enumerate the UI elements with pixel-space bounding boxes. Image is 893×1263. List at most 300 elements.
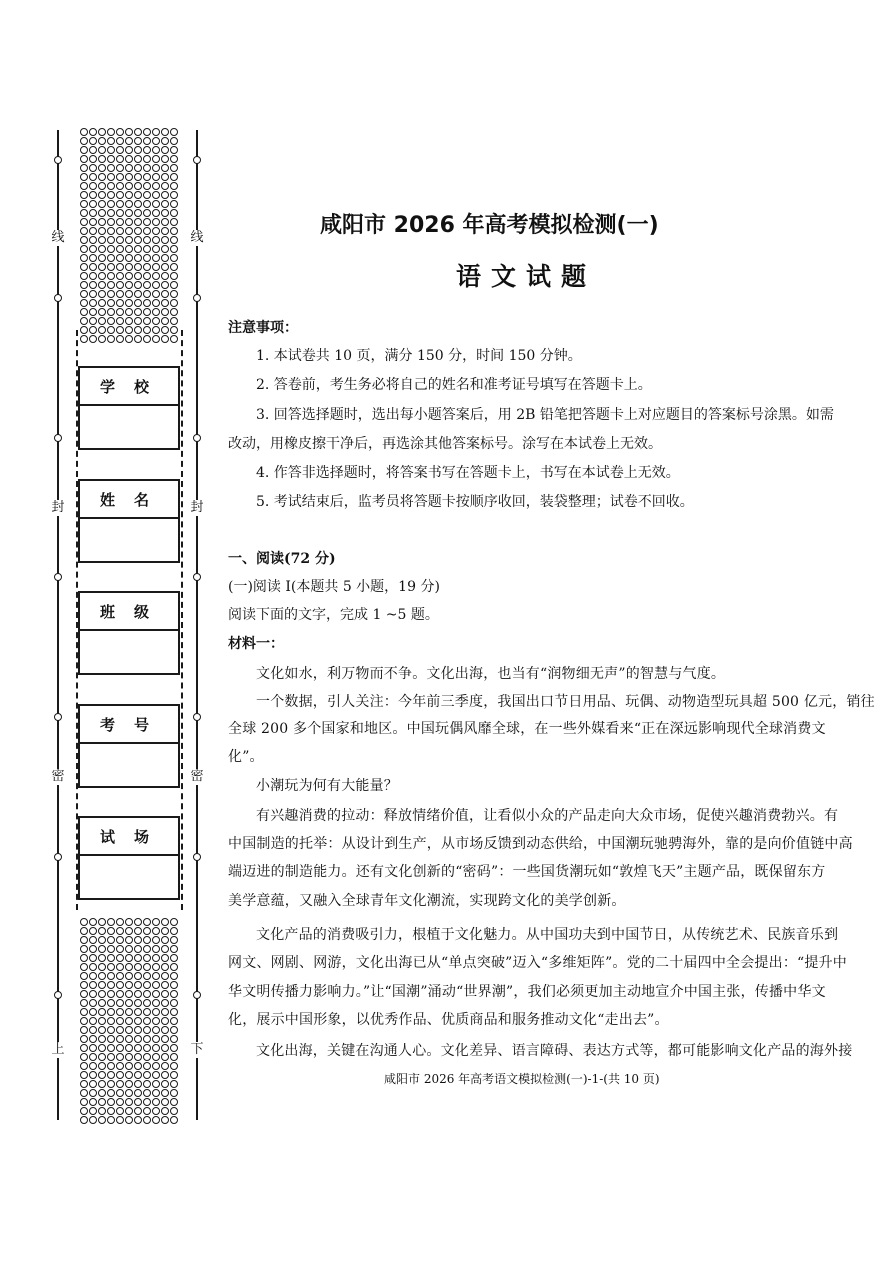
dot-mark	[152, 1098, 160, 1106]
dot-mark	[80, 263, 88, 271]
dot-mark	[89, 209, 97, 217]
dot-mark	[134, 146, 142, 154]
dot-mark	[98, 200, 106, 208]
dot-mark	[161, 128, 169, 136]
dot-mark	[80, 335, 88, 343]
dot-mark	[98, 263, 106, 271]
dot-mark	[152, 918, 160, 926]
dot-mark	[125, 218, 133, 226]
dot-mark	[107, 1017, 115, 1025]
dot-mark	[170, 954, 178, 962]
section-instruction: 阅读下面的文字，完成 1 ~5 题。	[228, 607, 439, 623]
dot-mark	[170, 1026, 178, 1034]
dot-mark	[143, 1080, 151, 1088]
dot-mark	[89, 972, 97, 980]
dot-mark	[152, 281, 160, 289]
dot-mark	[161, 137, 169, 145]
dot-mark	[98, 128, 106, 136]
dot-mark	[143, 218, 151, 226]
dot-mark	[152, 317, 160, 325]
dot-mark	[89, 254, 97, 262]
dot-mark	[107, 317, 115, 325]
dot-mark	[161, 272, 169, 280]
dot-mark	[107, 218, 115, 226]
dot-grid-bottom	[80, 918, 179, 1125]
dot-mark	[152, 245, 160, 253]
dot-mark	[125, 317, 133, 325]
dot-mark	[152, 1080, 160, 1088]
dot-mark	[107, 254, 115, 262]
dot-mark	[98, 191, 106, 199]
dot-mark	[134, 218, 142, 226]
dot-mark	[134, 308, 142, 316]
dot-mark	[107, 272, 115, 280]
dot-mark	[152, 227, 160, 235]
dot-mark	[98, 936, 106, 944]
school-field-label: 学 校	[80, 368, 178, 406]
dot-mark	[170, 227, 178, 235]
dot-mark	[125, 1044, 133, 1052]
dot-mark	[89, 281, 97, 289]
dot-mark	[170, 963, 178, 971]
dot-mark	[125, 191, 133, 199]
dot-mark	[80, 128, 88, 136]
dot-mark	[80, 1053, 88, 1061]
dot-mark	[152, 1116, 160, 1124]
dot-mark	[116, 945, 124, 953]
dot-mark	[143, 945, 151, 953]
dot-mark	[170, 999, 178, 1007]
dot-mark	[134, 191, 142, 199]
dot-mark	[107, 1044, 115, 1052]
dot-mark	[170, 290, 178, 298]
dot-mark	[134, 173, 142, 181]
dot-mark	[134, 1071, 142, 1079]
dot-mark	[170, 218, 178, 226]
dot-mark	[125, 281, 133, 289]
dot-mark	[152, 1062, 160, 1070]
dot-mark	[116, 1008, 124, 1016]
dot-mark	[125, 290, 133, 298]
dot-mark	[107, 209, 115, 217]
dot-mark	[107, 963, 115, 971]
dot-mark	[98, 1026, 106, 1034]
dot-mark	[125, 918, 133, 926]
dot-mark	[152, 1026, 160, 1034]
dot-mark	[116, 137, 124, 145]
binding-hole	[193, 991, 201, 999]
binding-hole	[193, 853, 201, 861]
dot-mark	[80, 245, 88, 253]
dot-mark	[134, 990, 142, 998]
dot-mark	[143, 227, 151, 235]
binding-char-down: 下	[188, 1042, 206, 1058]
notice-item: 2. 答卷前，考生务必将自己的姓名和准考证号填写在答题卡上。	[256, 377, 652, 393]
dot-mark	[98, 218, 106, 226]
dot-mark	[107, 1107, 115, 1115]
dot-mark	[107, 245, 115, 253]
dot-mark	[98, 146, 106, 154]
dot-mark	[98, 236, 106, 244]
passage-line: 化，展示中国形象，以优秀作品、优质商品和服务推动文化“走出去”。	[228, 1012, 669, 1028]
dot-mark	[98, 1035, 106, 1043]
dot-mark	[170, 182, 178, 190]
dot-mark	[134, 1035, 142, 1043]
binding-hole	[193, 294, 201, 302]
dot-mark	[89, 182, 97, 190]
name-field[interactable]	[78, 479, 180, 563]
dot-mark	[80, 308, 88, 316]
binding-hole	[54, 991, 62, 999]
dot-mark	[89, 1071, 97, 1079]
dot-mark	[143, 137, 151, 145]
dot-mark	[161, 182, 169, 190]
dot-mark	[89, 299, 97, 307]
dot-mark	[80, 137, 88, 145]
dot-mark	[170, 317, 178, 325]
dot-mark	[107, 936, 115, 944]
dot-mark	[89, 218, 97, 226]
dot-mark	[107, 335, 115, 343]
notice-item: 5. 考试结束后，监考员将答题卡按顺序收回，装袋整理；试卷不回收。	[256, 494, 694, 510]
dot-mark	[107, 1080, 115, 1088]
dot-mark	[134, 326, 142, 334]
dot-mark	[143, 263, 151, 271]
dot-mark	[107, 999, 115, 1007]
binding-hole	[54, 434, 62, 442]
dot-mark	[89, 1116, 97, 1124]
dot-mark	[143, 308, 151, 316]
dot-mark	[143, 182, 151, 190]
dot-mark	[98, 963, 106, 971]
dot-mark	[125, 326, 133, 334]
dot-mark	[152, 218, 160, 226]
dot-mark	[89, 164, 97, 172]
binding-hole	[193, 434, 201, 442]
dot-mark	[170, 191, 178, 199]
dot-mark	[107, 918, 115, 926]
dot-mark	[80, 1044, 88, 1052]
dot-mark	[143, 918, 151, 926]
dot-mark	[89, 936, 97, 944]
dot-mark	[116, 254, 124, 262]
dot-mark	[98, 1017, 106, 1025]
dot-mark	[134, 236, 142, 244]
dot-mark	[134, 263, 142, 271]
dot-mark	[89, 1107, 97, 1115]
dot-mark	[98, 164, 106, 172]
dot-mark	[134, 155, 142, 163]
dot-mark	[143, 236, 151, 244]
dot-mark	[116, 317, 124, 325]
dot-mark	[161, 1017, 169, 1025]
dot-mark	[107, 1062, 115, 1070]
dot-mark	[143, 999, 151, 1007]
dot-mark	[80, 155, 88, 163]
dot-mark	[116, 227, 124, 235]
dot-mark	[116, 209, 124, 217]
dot-mark	[89, 1098, 97, 1106]
dot-mark	[125, 155, 133, 163]
dot-mark	[143, 1026, 151, 1034]
dot-mark	[89, 1044, 97, 1052]
dot-mark	[125, 1080, 133, 1088]
binding-hole	[54, 573, 62, 581]
dot-mark	[143, 927, 151, 935]
dot-mark	[170, 981, 178, 989]
dot-mark	[107, 299, 115, 307]
class-field-label: 班 级	[80, 593, 178, 631]
dot-mark	[116, 299, 124, 307]
dot-mark	[170, 1053, 178, 1061]
dot-mark	[98, 1080, 106, 1088]
dot-mark	[152, 335, 160, 343]
dot-mark	[170, 1071, 178, 1079]
binding-char-line-right: 线	[188, 230, 206, 246]
dot-mark	[152, 981, 160, 989]
dot-mark	[116, 236, 124, 244]
dot-mark	[89, 1008, 97, 1016]
dot-mark	[80, 999, 88, 1007]
dot-mark	[80, 272, 88, 280]
binding-hole	[193, 156, 201, 164]
dot-mark	[116, 290, 124, 298]
dot-mark	[98, 227, 106, 235]
dot-mark	[98, 918, 106, 926]
dot-mark	[134, 981, 142, 989]
dot-mark	[125, 1098, 133, 1106]
dot-mark	[89, 137, 97, 145]
dot-mark	[125, 972, 133, 980]
dot-mark	[134, 209, 142, 217]
dot-mark	[170, 164, 178, 172]
dot-mark	[143, 1035, 151, 1043]
school-field[interactable]	[78, 366, 180, 450]
dot-mark	[125, 146, 133, 154]
dot-mark	[161, 963, 169, 971]
dot-mark	[161, 308, 169, 316]
binding-hole	[193, 713, 201, 721]
dot-mark	[161, 1062, 169, 1070]
dot-mark	[98, 945, 106, 953]
dot-mark	[170, 927, 178, 935]
dot-mark	[161, 326, 169, 334]
dot-mark	[98, 308, 106, 316]
dot-mark	[107, 155, 115, 163]
dot-mark	[80, 954, 88, 962]
dot-mark	[143, 335, 151, 343]
passage-line: 全球 200 多个国家和地区。中国玩偶风靡全球，在一些外媒看来“正在深远影响现代全球消费文	[228, 721, 826, 737]
dot-mark	[89, 1062, 97, 1070]
exam-room-field[interactable]	[78, 816, 180, 900]
dot-mark	[161, 254, 169, 262]
dot-mark	[107, 972, 115, 980]
dot-mark	[98, 1062, 106, 1070]
dot-mark	[152, 236, 160, 244]
dot-mark	[170, 137, 178, 145]
dot-mark	[170, 990, 178, 998]
dot-mark	[143, 963, 151, 971]
dot-mark	[107, 1035, 115, 1043]
dot-mark	[152, 1053, 160, 1061]
dot-mark	[161, 954, 169, 962]
dot-mark	[152, 1071, 160, 1079]
dot-mark	[134, 954, 142, 962]
dot-mark	[152, 209, 160, 217]
dot-mark	[143, 272, 151, 280]
dot-mark	[161, 164, 169, 172]
dot-mark	[80, 146, 88, 154]
dot-mark	[107, 1089, 115, 1097]
dot-mark	[98, 209, 106, 217]
dot-mark	[98, 299, 106, 307]
dot-mark	[161, 335, 169, 343]
dot-mark	[170, 936, 178, 944]
dot-mark	[134, 1053, 142, 1061]
dot-mark	[116, 245, 124, 253]
dot-mark	[107, 227, 115, 235]
passage-line: 美学意蕴，又融入全球青年文化潮流，实现跨文化的美学创新。	[228, 893, 626, 909]
dot-mark	[170, 945, 178, 953]
dot-mark	[80, 164, 88, 172]
dot-mark	[152, 927, 160, 935]
dot-mark	[98, 326, 106, 334]
dot-mark	[125, 1026, 133, 1034]
dot-mark	[152, 945, 160, 953]
exam-title: 咸阳市 2026 年高考模拟检测(一)	[320, 213, 659, 238]
dot-mark	[116, 182, 124, 190]
dot-mark	[116, 999, 124, 1007]
dot-mark	[170, 1089, 178, 1097]
dot-mark	[170, 1062, 178, 1070]
dot-mark	[170, 972, 178, 980]
notice-item: 1. 本试卷共 10 页，满分 150 分，时间 150 分钟。	[256, 348, 582, 364]
dot-mark	[161, 191, 169, 199]
dot-mark	[125, 263, 133, 271]
material-label: 材料一：	[228, 636, 284, 652]
dot-mark	[98, 317, 106, 325]
subject-title: 语文试题	[456, 262, 597, 291]
dot-mark	[152, 308, 160, 316]
dot-mark	[134, 1089, 142, 1097]
dot-mark	[116, 1053, 124, 1061]
dot-mark	[143, 281, 151, 289]
dot-mark	[170, 326, 178, 334]
dot-mark	[107, 173, 115, 181]
dot-mark	[125, 936, 133, 944]
dot-mark	[89, 1080, 97, 1088]
dot-mark	[125, 254, 133, 262]
dot-mark	[116, 281, 124, 289]
dot-mark	[125, 1062, 133, 1070]
dot-mark	[170, 1008, 178, 1016]
dot-mark	[134, 936, 142, 944]
dot-mark	[116, 918, 124, 926]
dot-mark	[161, 173, 169, 181]
dot-mark	[80, 1071, 88, 1079]
dot-mark	[98, 1107, 106, 1115]
dot-mark	[89, 981, 97, 989]
dot-mark	[116, 164, 124, 172]
exam-number-field[interactable]	[78, 704, 180, 788]
dot-mark	[89, 245, 97, 253]
dot-mark	[170, 918, 178, 926]
dot-mark	[80, 1089, 88, 1097]
dot-mark	[152, 191, 160, 199]
class-field[interactable]	[78, 591, 180, 675]
dot-mark	[161, 1071, 169, 1079]
dot-mark	[116, 954, 124, 962]
dot-mark	[80, 209, 88, 217]
dot-mark	[125, 963, 133, 971]
dot-mark	[80, 326, 88, 334]
binding-char-secret-left: 密	[49, 769, 67, 785]
dot-mark	[170, 335, 178, 343]
dot-mark	[116, 927, 124, 935]
dot-mark	[107, 945, 115, 953]
binding-char-seal-right: 封	[188, 500, 206, 516]
dot-mark	[125, 1089, 133, 1097]
dot-mark	[116, 1098, 124, 1106]
binding-dash-right	[181, 330, 183, 910]
dot-mark	[89, 191, 97, 199]
dot-mark	[107, 990, 115, 998]
dot-mark	[170, 1107, 178, 1115]
passage-line: 小潮玩为何有大能量？	[256, 778, 398, 794]
dot-mark	[89, 945, 97, 953]
dot-mark	[89, 990, 97, 998]
dot-mark	[107, 927, 115, 935]
dot-mark	[170, 1080, 178, 1088]
dot-mark	[98, 155, 106, 163]
dot-mark	[143, 290, 151, 298]
dot-mark	[116, 335, 124, 343]
dot-mark	[116, 1080, 124, 1088]
dot-mark	[80, 191, 88, 199]
passage-line: 网文、网剧、网游，文化出海已从“单点突破”迈入“多维矩阵”。党的二十届四中全会提出：“提升中	[228, 955, 847, 971]
dot-mark	[107, 263, 115, 271]
dot-mark	[125, 272, 133, 280]
dot-mark	[134, 200, 142, 208]
dot-mark	[89, 173, 97, 181]
dot-mark	[161, 263, 169, 271]
dot-mark	[107, 1098, 115, 1106]
dot-mark	[161, 245, 169, 253]
exam-room-field-label: 试 场	[80, 818, 178, 856]
dot-mark	[170, 272, 178, 280]
dot-mark	[134, 272, 142, 280]
dot-mark	[89, 1017, 97, 1025]
dot-mark	[170, 263, 178, 271]
dot-mark	[125, 981, 133, 989]
dot-mark	[80, 236, 88, 244]
dot-mark	[89, 1035, 97, 1043]
dot-mark	[143, 164, 151, 172]
dot-mark	[143, 954, 151, 962]
dot-mark	[80, 290, 88, 298]
dot-mark	[80, 173, 88, 181]
dot-mark	[161, 1035, 169, 1043]
dot-mark	[80, 945, 88, 953]
binding-line-right	[196, 130, 198, 1120]
dot-mark	[98, 272, 106, 280]
dot-mark	[89, 128, 97, 136]
dot-mark	[161, 1098, 169, 1106]
dot-mark	[80, 990, 88, 998]
dot-mark	[152, 164, 160, 172]
dot-mark	[143, 155, 151, 163]
dot-mark	[125, 182, 133, 190]
